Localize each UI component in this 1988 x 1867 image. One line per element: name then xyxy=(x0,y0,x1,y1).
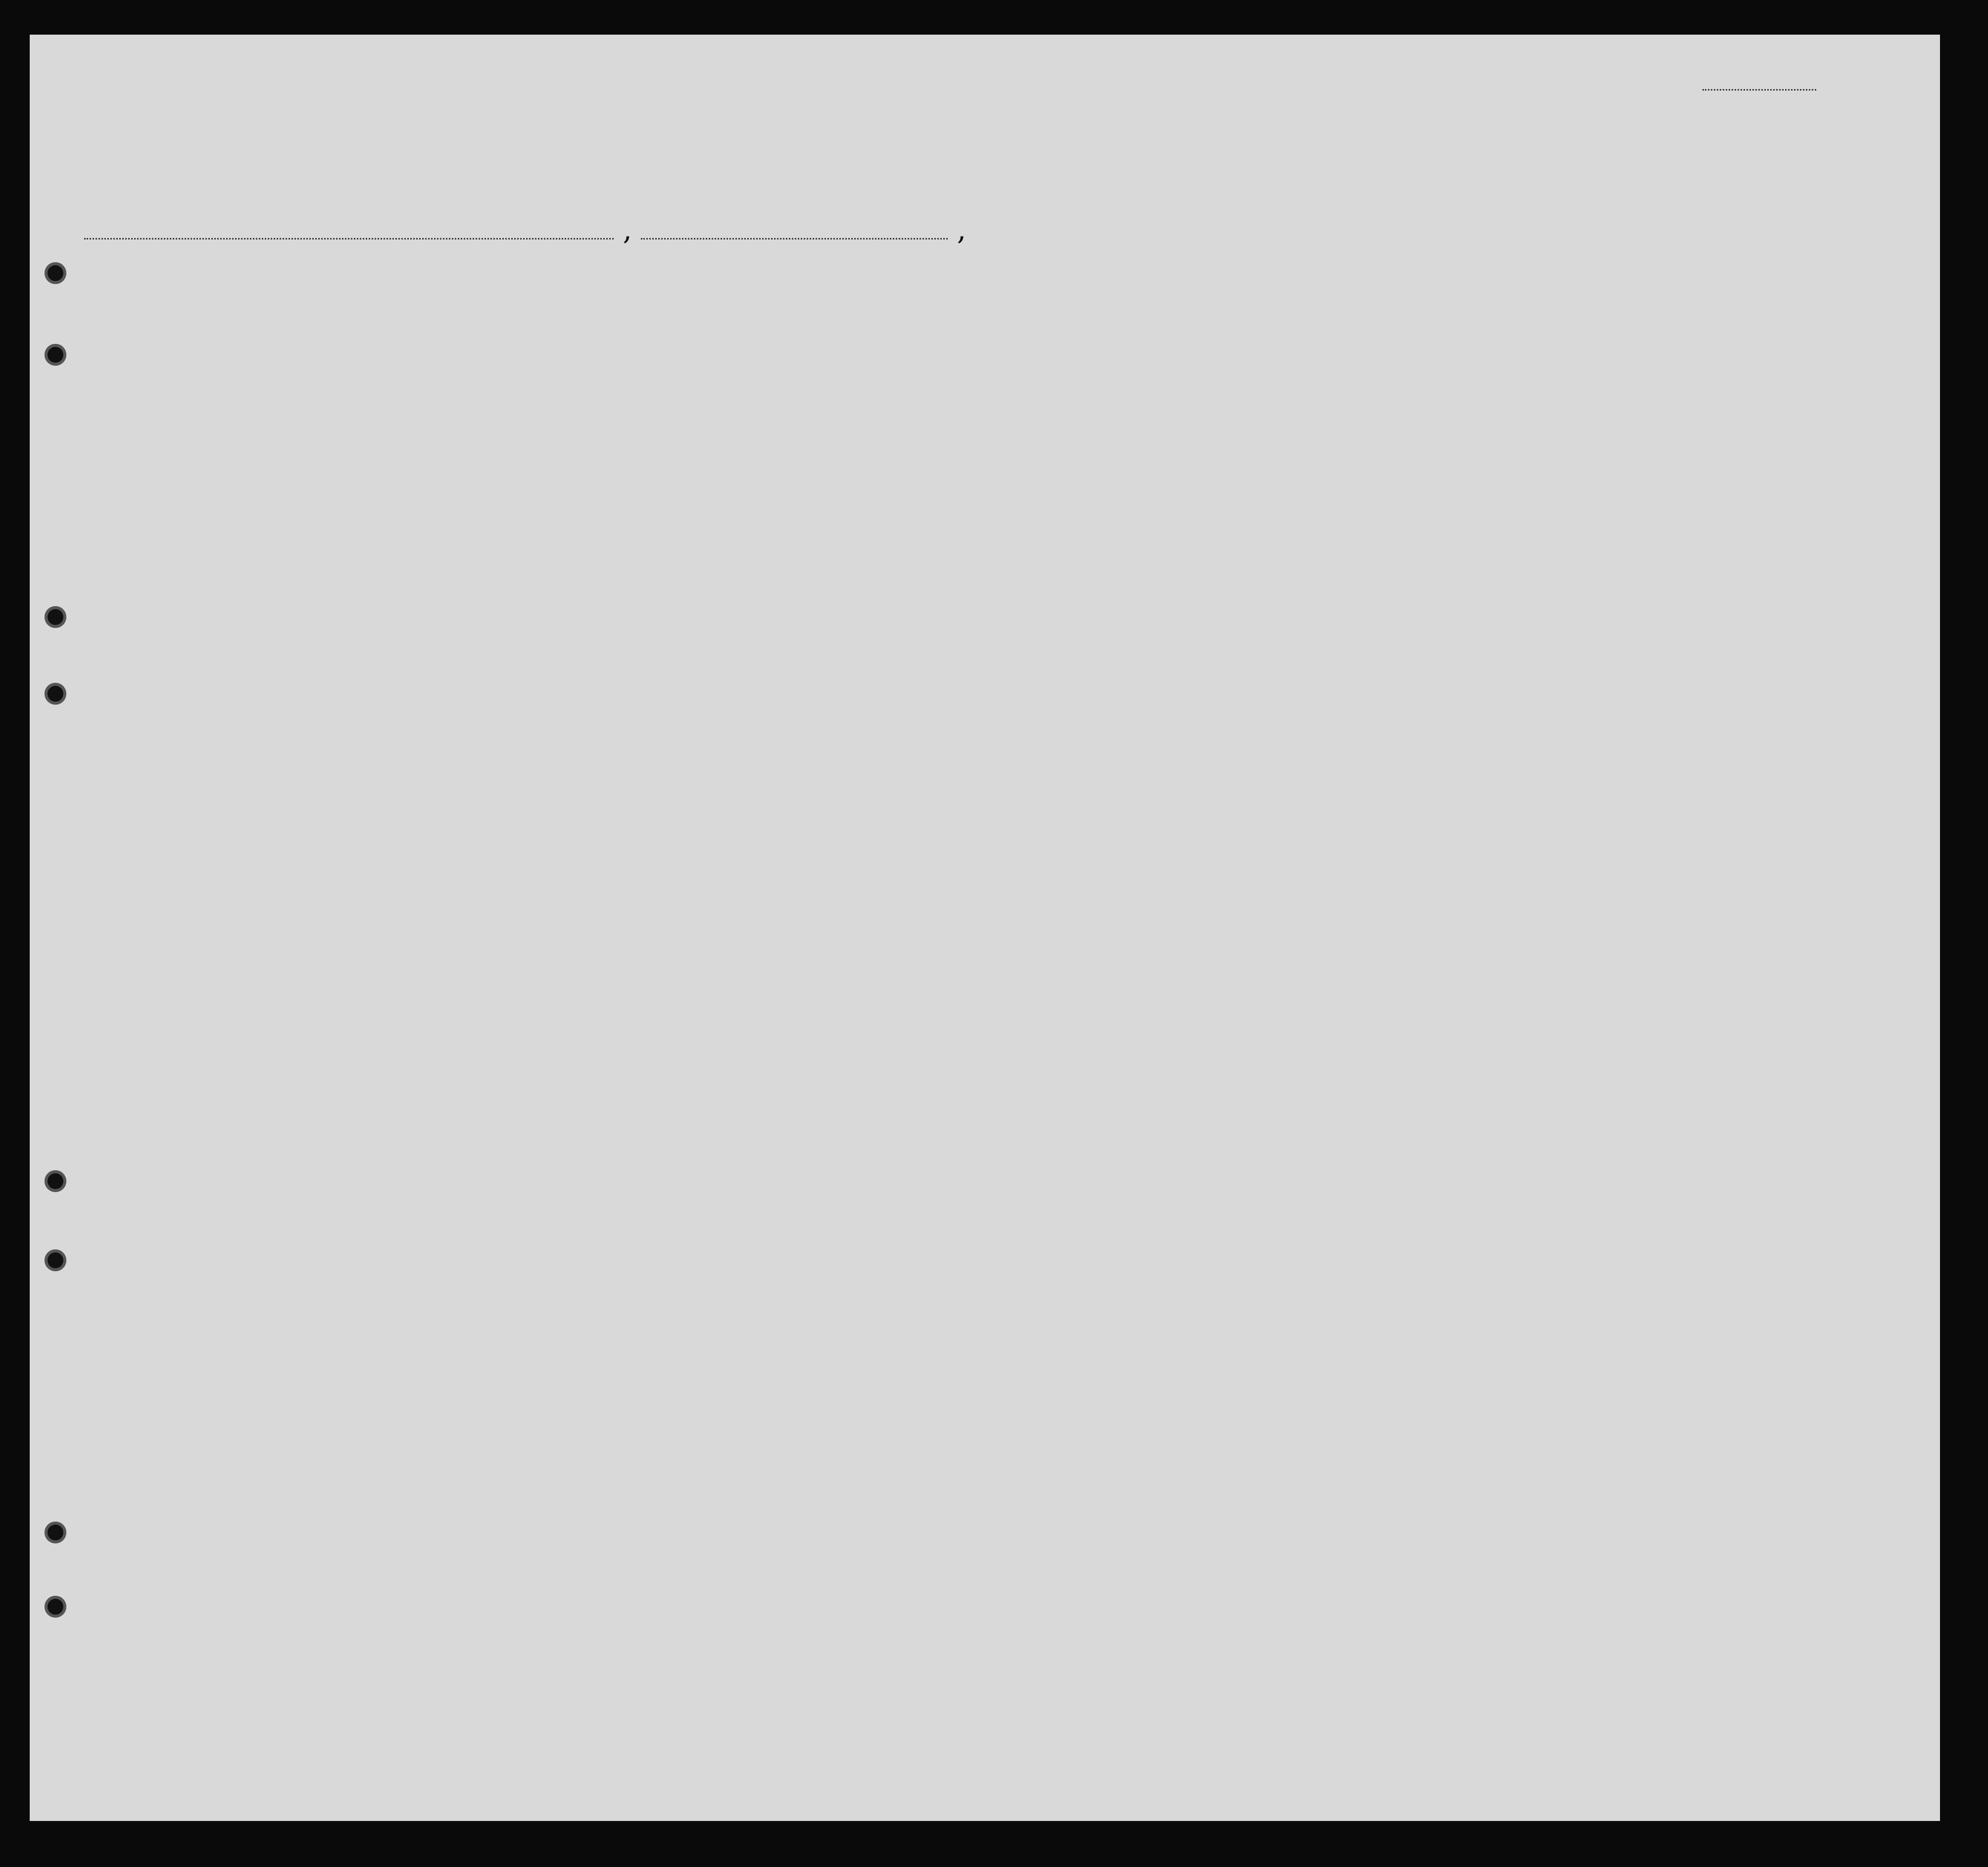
punch-hole-1 xyxy=(45,262,66,284)
punch-hole-6 xyxy=(45,1249,66,1271)
punch-hole-4 xyxy=(45,683,66,705)
punch-hole-7 xyxy=(45,1522,66,1543)
punch-hole-3 xyxy=(45,606,66,628)
punch-hole-5 xyxy=(45,1170,66,1192)
table-grid xyxy=(30,35,1940,1821)
manifest-sheet xyxy=(30,35,1940,1821)
port-field xyxy=(84,238,614,239)
punch-hole-2 xyxy=(45,344,66,366)
punch-hole-8 xyxy=(45,1596,66,1618)
date-field xyxy=(641,238,948,239)
arriving-line: , , xyxy=(84,213,966,246)
list-label xyxy=(1702,69,1816,96)
